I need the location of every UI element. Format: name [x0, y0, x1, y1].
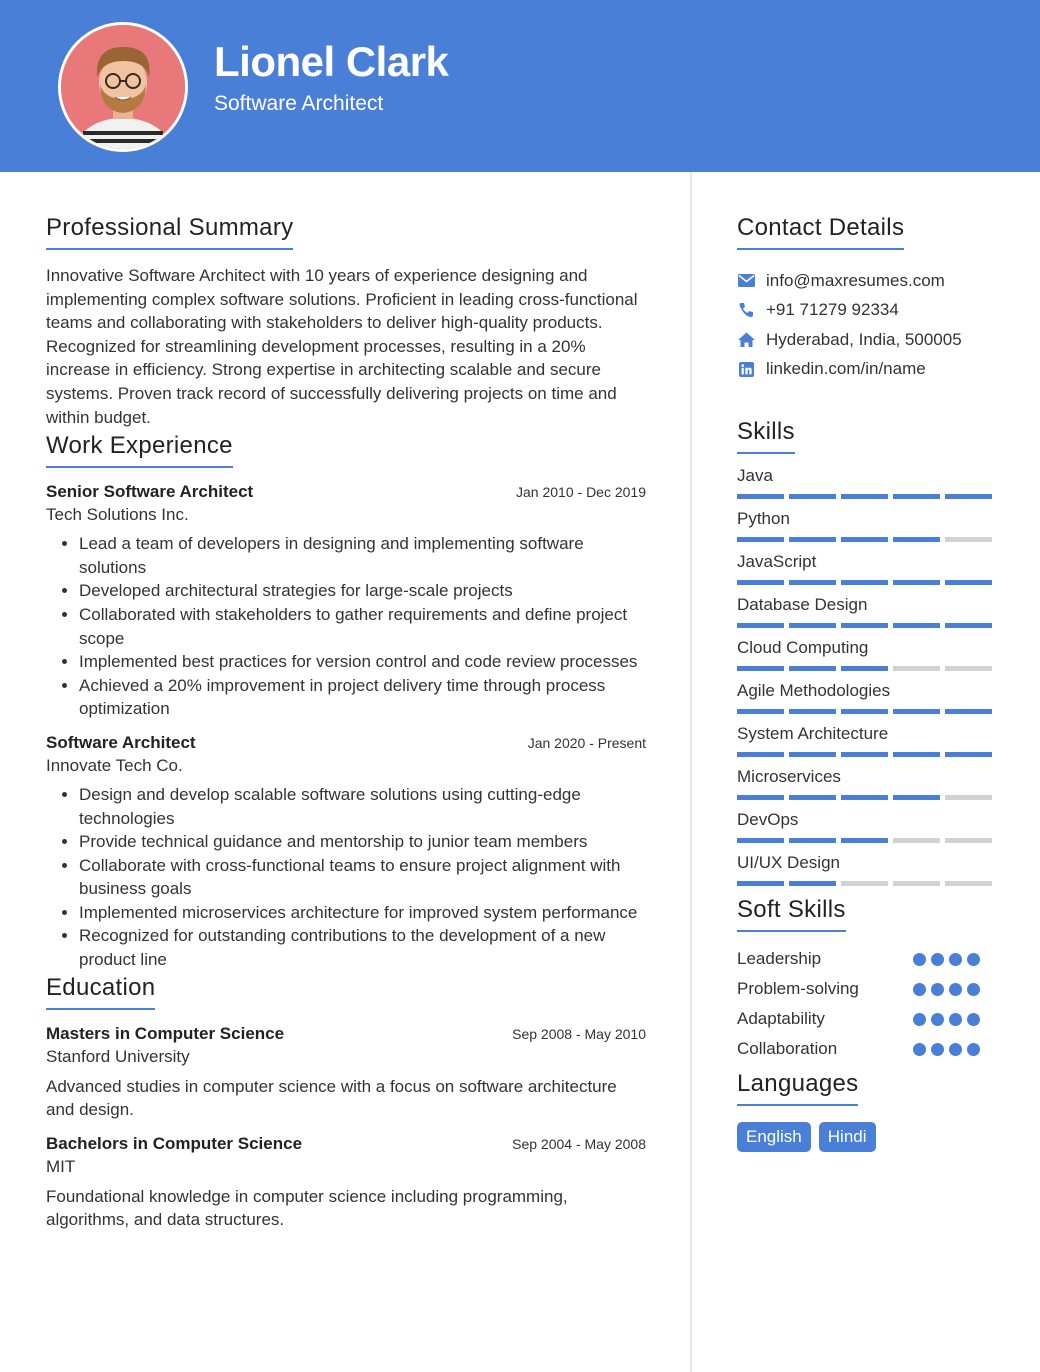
rating-dot — [967, 953, 980, 966]
skill-level-segment — [841, 537, 888, 542]
job-bullet: • Implemented microservices architecture for improved system performance — [79, 901, 646, 925]
skill-level-segment — [841, 752, 888, 757]
soft-skill-name: Collaboration — [737, 1039, 838, 1058]
candidate-title: Software Architect — [214, 92, 384, 115]
skill-level-segment — [841, 795, 888, 800]
contact-email — [737, 266, 997, 296]
skill-item — [737, 466, 997, 509]
skill-level-segment — [737, 795, 784, 800]
skill-level-segment — [945, 623, 992, 628]
skill-level-segment — [789, 752, 836, 757]
soft-skill-item — [737, 944, 997, 974]
job-bullet: • Collaborate with cross-functional teams to ensure project alignment with business goals — [79, 854, 646, 901]
rating-dot — [913, 983, 926, 996]
job-bullet: • Implemented best practices for version control and code review processes — [79, 650, 646, 674]
job-bullet: • Provide technical guidance and mentorship to junior team members — [79, 830, 646, 854]
experience-heading: Work Experience — [46, 432, 233, 468]
skill-level-bar — [737, 580, 997, 585]
skill-level-segment — [893, 580, 940, 585]
rating-dot — [949, 1013, 962, 1026]
education-description: Advanced studies in computer science with a focus on software architecture and design. — [46, 1076, 617, 1120]
skill-item — [737, 552, 997, 595]
job-bullet: • Recognized for outstanding contributions to the development of a new product line — [79, 924, 646, 971]
skill-level-segment — [737, 752, 784, 757]
skill-level-segment — [789, 881, 836, 886]
skill-level-bar — [737, 838, 997, 843]
skill-level-segment — [945, 709, 992, 714]
skill-level-segment — [737, 623, 784, 628]
main-column — [46, 214, 646, 1232]
job-bullet: • Achieved a 20% improvement in project delivery time through process optimization — [79, 674, 646, 721]
skill-level-segment — [789, 580, 836, 585]
skill-item — [737, 681, 997, 724]
skill-level-segment — [893, 666, 940, 671]
skill-level-bar — [737, 709, 997, 714]
summary-heading: Professional Summary — [46, 214, 293, 250]
soft-skill-item — [737, 974, 997, 1004]
degree-title: Bachelors in Computer Science — [46, 1133, 303, 1153]
skill-name: Java — [737, 466, 773, 485]
rating-dot — [931, 1013, 944, 1026]
skill-level-segment — [841, 709, 888, 714]
skill-level-segment — [737, 881, 784, 886]
contact-linkedin — [737, 355, 997, 385]
summary-text: Innovative Software Architect with 10 years of experience designing and implementing complex software solutions. Proficient in leading cross-functional teams and collaborating with stakeholders to deliver high-quality products. Recognized for streamlining development processes, resulting in a 20% increase in efficiency. Strong expertise in architecting scalable and secure systems. Proven track record of successfully delivering projects on time and within budget. — [46, 266, 638, 427]
email-icon — [737, 272, 755, 290]
job-bullets — [46, 783, 646, 972]
skill-level-segment — [893, 838, 940, 843]
contact-phone-text[interactable]: +91 71279 92334 — [766, 300, 899, 320]
skill-level-segment — [789, 795, 836, 800]
skill-name: Python — [737, 509, 790, 528]
sidebar-column — [737, 214, 997, 1152]
degree-title: Masters in Computer Science — [46, 1023, 285, 1043]
job-bullet: • Design and develop scalable software solutions using cutting-edge technologies — [79, 783, 646, 830]
skill-level-bar — [737, 537, 997, 542]
language-list — [737, 1122, 997, 1152]
skill-level-segment — [789, 494, 836, 499]
contact-email-text[interactable]: info@maxresumes.com — [766, 270, 945, 290]
job-entry — [46, 733, 646, 972]
education-entry — [46, 1134, 646, 1232]
rating-dot — [931, 983, 944, 996]
skill-level-bar — [737, 494, 997, 499]
skill-item — [737, 595, 997, 638]
soft-skill-name: Leadership — [737, 949, 822, 968]
rating-dot — [949, 1043, 962, 1056]
skill-name: Database Design — [737, 595, 868, 614]
job-date: Jan 2010 - Dec 2019 — [516, 484, 646, 501]
school-name: MIT — [46, 1156, 76, 1176]
skill-level-bar — [737, 752, 997, 757]
skill-level-segment — [945, 881, 992, 886]
education-section — [46, 974, 646, 1232]
job-bullet: • Developed architectural strategies for large-scale projects — [79, 579, 646, 603]
skill-item — [737, 638, 997, 681]
skill-level-segment — [945, 666, 992, 671]
home-icon — [737, 331, 755, 349]
job-title: Software Architect — [46, 732, 196, 752]
education-heading: Education — [46, 974, 155, 1010]
skill-level-segment — [841, 580, 888, 585]
person-illustration — [61, 25, 185, 149]
language-tag: Hindi — [819, 1122, 876, 1152]
skill-level-bar — [737, 881, 997, 886]
skills-list — [737, 466, 997, 896]
skill-level-segment — [893, 795, 940, 800]
header-banner — [0, 0, 1040, 172]
rating-dot — [967, 983, 980, 996]
skill-level-segment — [945, 494, 992, 499]
contact-section — [737, 214, 997, 384]
skill-name: UI/UX Design — [737, 853, 840, 872]
language-tag: English — [737, 1122, 811, 1152]
skill-level-segment — [893, 494, 940, 499]
skill-item — [737, 509, 997, 552]
skill-level-segment — [893, 709, 940, 714]
skill-name: Cloud Computing — [737, 638, 869, 657]
skill-name: System Architecture — [737, 724, 889, 743]
skill-item — [737, 853, 997, 896]
skill-level-segment — [789, 623, 836, 628]
job-company: Tech Solutions Inc. — [46, 505, 189, 525]
education-date: Sep 2004 - May 2008 — [512, 1135, 646, 1152]
education-entry — [46, 1024, 646, 1122]
rating-dot — [949, 953, 962, 966]
skill-level-segment — [893, 623, 940, 628]
rating-dot — [967, 1043, 980, 1056]
skill-level-segment — [737, 709, 784, 714]
contact-phone — [737, 296, 997, 326]
skill-item — [737, 767, 997, 810]
contact-address-text: Hyderabad, India, 500005 — [766, 329, 962, 349]
languages-heading: Languages — [737, 1070, 858, 1106]
soft-skill-item — [737, 1034, 997, 1064]
skill-level-bar — [737, 795, 997, 800]
skill-level-segment — [737, 494, 784, 499]
soft-skill-rating — [913, 1013, 997, 1026]
rating-dot — [913, 1043, 926, 1056]
skill-item — [737, 810, 997, 853]
soft-skills-list — [737, 944, 997, 1064]
skill-level-segment — [789, 709, 836, 714]
skill-level-segment — [737, 838, 784, 843]
job-company: Innovate Tech Co. — [46, 755, 183, 775]
experience-section — [46, 432, 646, 972]
school-name: Stanford University — [46, 1046, 190, 1066]
skill-name: JavaScript — [737, 552, 817, 571]
skill-level-segment — [945, 537, 992, 542]
contact-heading: Contact Details — [737, 214, 904, 250]
skills-section — [737, 418, 997, 896]
soft-skill-rating — [913, 1043, 997, 1056]
job-bullet: • Lead a team of developers in designing and implementing software solutions — [79, 532, 646, 579]
rating-dot — [949, 983, 962, 996]
skill-level-segment — [737, 666, 784, 671]
skill-level-bar — [737, 666, 997, 671]
phone-icon — [737, 301, 755, 319]
skill-level-segment — [893, 537, 940, 542]
rating-dot — [931, 1043, 944, 1056]
column-divider — [690, 172, 692, 1372]
skill-level-segment — [789, 666, 836, 671]
skill-item — [737, 724, 997, 767]
skill-level-segment — [945, 795, 992, 800]
soft-skills-heading: Soft Skills — [737, 896, 846, 932]
job-bullets — [46, 532, 646, 721]
skill-level-segment — [841, 494, 888, 499]
rating-dot — [913, 953, 926, 966]
job-date: Jan 2020 - Present — [527, 734, 646, 751]
rating-dot — [913, 1013, 926, 1026]
soft-skill-rating — [913, 983, 997, 996]
contact-linkedin-text[interactable]: linkedin.com/in/name — [766, 359, 926, 379]
soft-skill-item — [737, 1004, 997, 1034]
soft-skill-name: Adaptability — [737, 1009, 825, 1028]
skill-level-segment — [841, 838, 888, 843]
skill-level-segment — [893, 752, 940, 757]
job-entry — [46, 482, 646, 721]
skill-level-segment — [945, 580, 992, 585]
skill-level-segment — [945, 752, 992, 757]
rating-dot — [931, 953, 944, 966]
linkedin-icon — [737, 360, 755, 378]
skill-level-segment — [789, 537, 836, 542]
skill-level-segment — [945, 838, 992, 843]
soft-skills-section — [737, 896, 997, 1064]
rating-dot — [967, 1013, 980, 1026]
job-bullet: • Collaborated with stakeholders to gather requirements and define project scope — [79, 603, 646, 650]
education-description: Foundational knowledge in computer science including programming, algorithms, and data structures. — [46, 1186, 568, 1230]
candidate-name: Lionel Clark — [214, 38, 449, 85]
skill-level-segment — [789, 838, 836, 843]
skill-level-segment — [737, 580, 784, 585]
languages-section — [737, 1070, 997, 1152]
skill-level-segment — [841, 881, 888, 886]
skill-name: Microservices — [737, 767, 841, 786]
skill-level-segment — [737, 537, 784, 542]
summary-section — [46, 214, 646, 429]
skill-name: Agile Methodologies — [737, 681, 891, 700]
skill-level-segment — [841, 666, 888, 671]
profile-photo — [58, 22, 188, 152]
soft-skill-rating — [913, 953, 997, 966]
skill-name: DevOps — [737, 810, 799, 829]
job-title: Senior Software Architect — [46, 482, 254, 502]
skill-level-segment — [893, 881, 940, 886]
education-date: Sep 2008 - May 2010 — [512, 1025, 646, 1042]
skill-level-bar — [737, 623, 997, 628]
skills-heading: Skills — [737, 418, 795, 454]
soft-skill-name: Problem-solving — [737, 979, 859, 998]
skill-level-segment — [841, 623, 888, 628]
contact-address — [737, 325, 997, 355]
